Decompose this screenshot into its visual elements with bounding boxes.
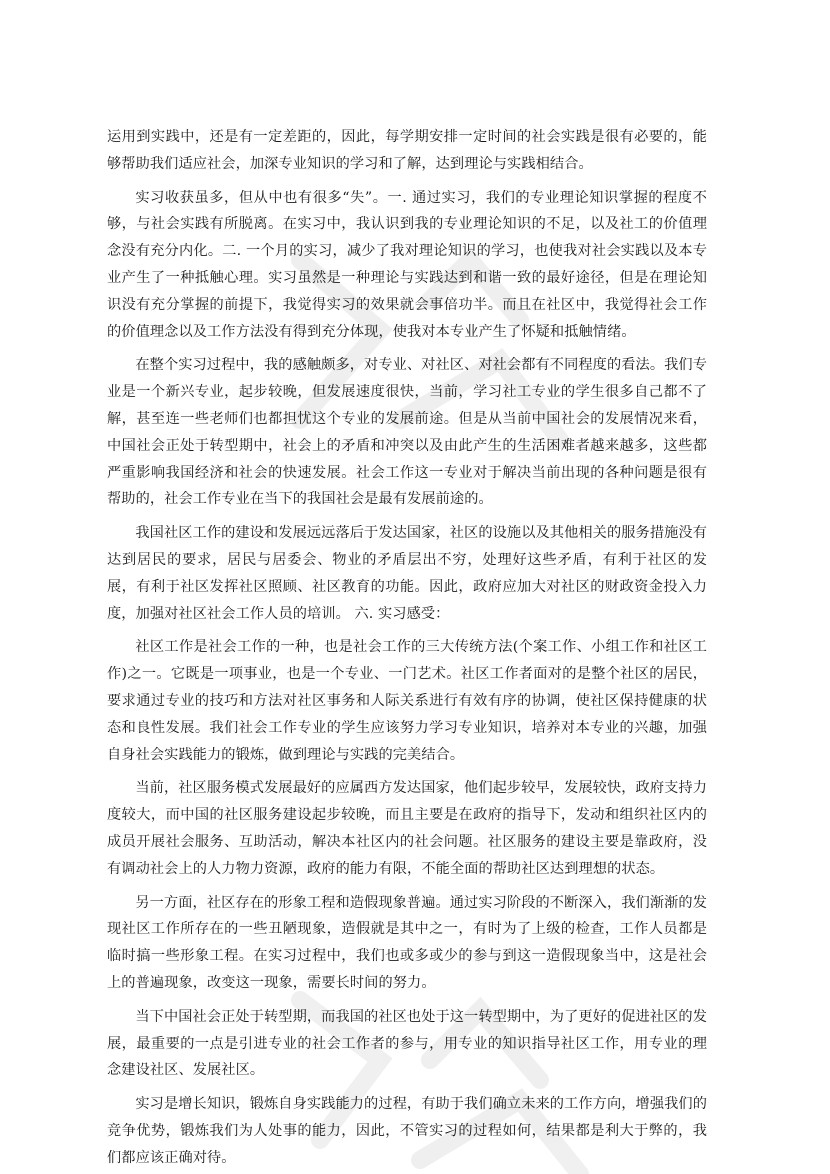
paragraph: 在整个实习过程中，我的感触颇多，对专业、对社区、对社会都有不同程度的看法。我们专业是一个新兴专业，起步较晚，但发展速度很快，当前，学习社工专业的学生很多自己都不了解，甚至连一些老师们也都担忧这个专业的发展前途。但是从当前中国社会的发展情况来看，中国社会正处于转型期中，社会上的矛盾和冲突以及由此产生的生活困难者越来越多，这些都严重影响我国经济和社会的快速发展。社会工作这一专业对于解决当前出现的各种问题是很有帮助的，社会工作专业在当下的我国社会是最有发展前途的。 xyxy=(107,357,707,508)
paragraph: 运用到实践中，还是有一定差距的，因此，每学期安排一定时间的社会实践是很有必要的，能够帮助我们适应社会，加深专业知识的学习和了解，达到理论与实践相结合。 xyxy=(107,129,707,172)
body-text xyxy=(107,124,707,1174)
paragraph: 当下中国社会正处于转型期，而我国的社区也处于这一转型期中，为了更好的促进社区的发展，最重要的一点是引进专业的社会工作者的参与，用专业的知识指导社区工作，用专业的理念建设社区、发展社区。 xyxy=(107,1008,707,1079)
paragraph: 我国社区工作的建设和发展远远落后于发达国家，社区的设施以及其他相关的服务措施没有达到居民的要求，居民与居委会、物业的矛盾层出不穷，处理好这些矛盾，有利于社区的发展，有利于社区发挥社区照顾、社区教育的功能。因此，政府应加大对社区的财政资金投入力度，加强对社区社会工作人员的培训。 六. 实习感受： xyxy=(107,525,707,622)
paragraph: 社区工作是社会工作的一种，也是社会工作的三大传统方法(个案工作、小组工作和社区工作)之一。它既是一项事业，也是一个专业、一门艺术。社区工作者面对的是整个社区的居民，要求通过专业的技巧和方法对社区事务和人际关系进行有效有序的协调，使社区保持健康的状态和良性发展。我们社会工作专业的学生应该努力学习专业知识，培养对本专业的兴趣，加强自身社会实践能力的锻炼，做到理论与实践的完美结合。 xyxy=(107,639,707,763)
paragraph: 当前，社区服务模式发展最好的应属西方发达国家，他们起步较早，发展较快，政府支持力度较大，而中国的社区服务建设起步较晚，而且主要是在政府的指导下，发动和组织社区内的成员开展社会服务、互助活动，解决本社区内的社会问题。社区服务的建设主要是靠政府，没有调动社会上的人力物力资源，政府的能力有限，不能全面的帮助社区达到理想的状态。 xyxy=(107,780,707,877)
paragraph: 另一方面，社区存在的形象工程和造假现象普遍。通过实习阶段的不断深入，我们渐渐的发现社区工作所存在的一些丑陋现象，造假就是其中之一，有时为了上级的检查，工作人员都是临时搞一些形象工程。在实习过程中，我们也或多或少的参与到这一造假现象当中，这是社会上的普遍现象，改变这一现象，需要长时间的努力。 xyxy=(107,894,707,991)
paragraph: 实习是增长知识，锻炼自身实践能力的过程，有助于我们确立未来的工作方向，增强我们的竞争优势，锻炼我们为人处事的能力，因此，不管实习的过程如何，结果都是利大于弊的，我们都应该正确对待。 xyxy=(107,1096,707,1166)
paragraph: 实习收获虽多，但从中也有很多“失”。一. 通过实习，我们的专业理论知识掌握的程度不够，与社会实践有所脱离。在实习中，我认识到我的专业理论知识的不足，以及社工的价值理念没有充分内化。二. 一个月的实习，减少了我对理论知识的学习，也使我对社会实践以及本专业产生了一种抵触心理。实习虽然是一种理论与实践达到和谐一致的最好途径，但是在理论知识没有充分掌握的前提下，我觉得实习的效果就会事倍功半。而且在社区中，我觉得社会工作的价值理念以及工作方法没有得到充分体现，使我对本专业产生了怀疑和抵触情绪。 xyxy=(107,189,707,340)
